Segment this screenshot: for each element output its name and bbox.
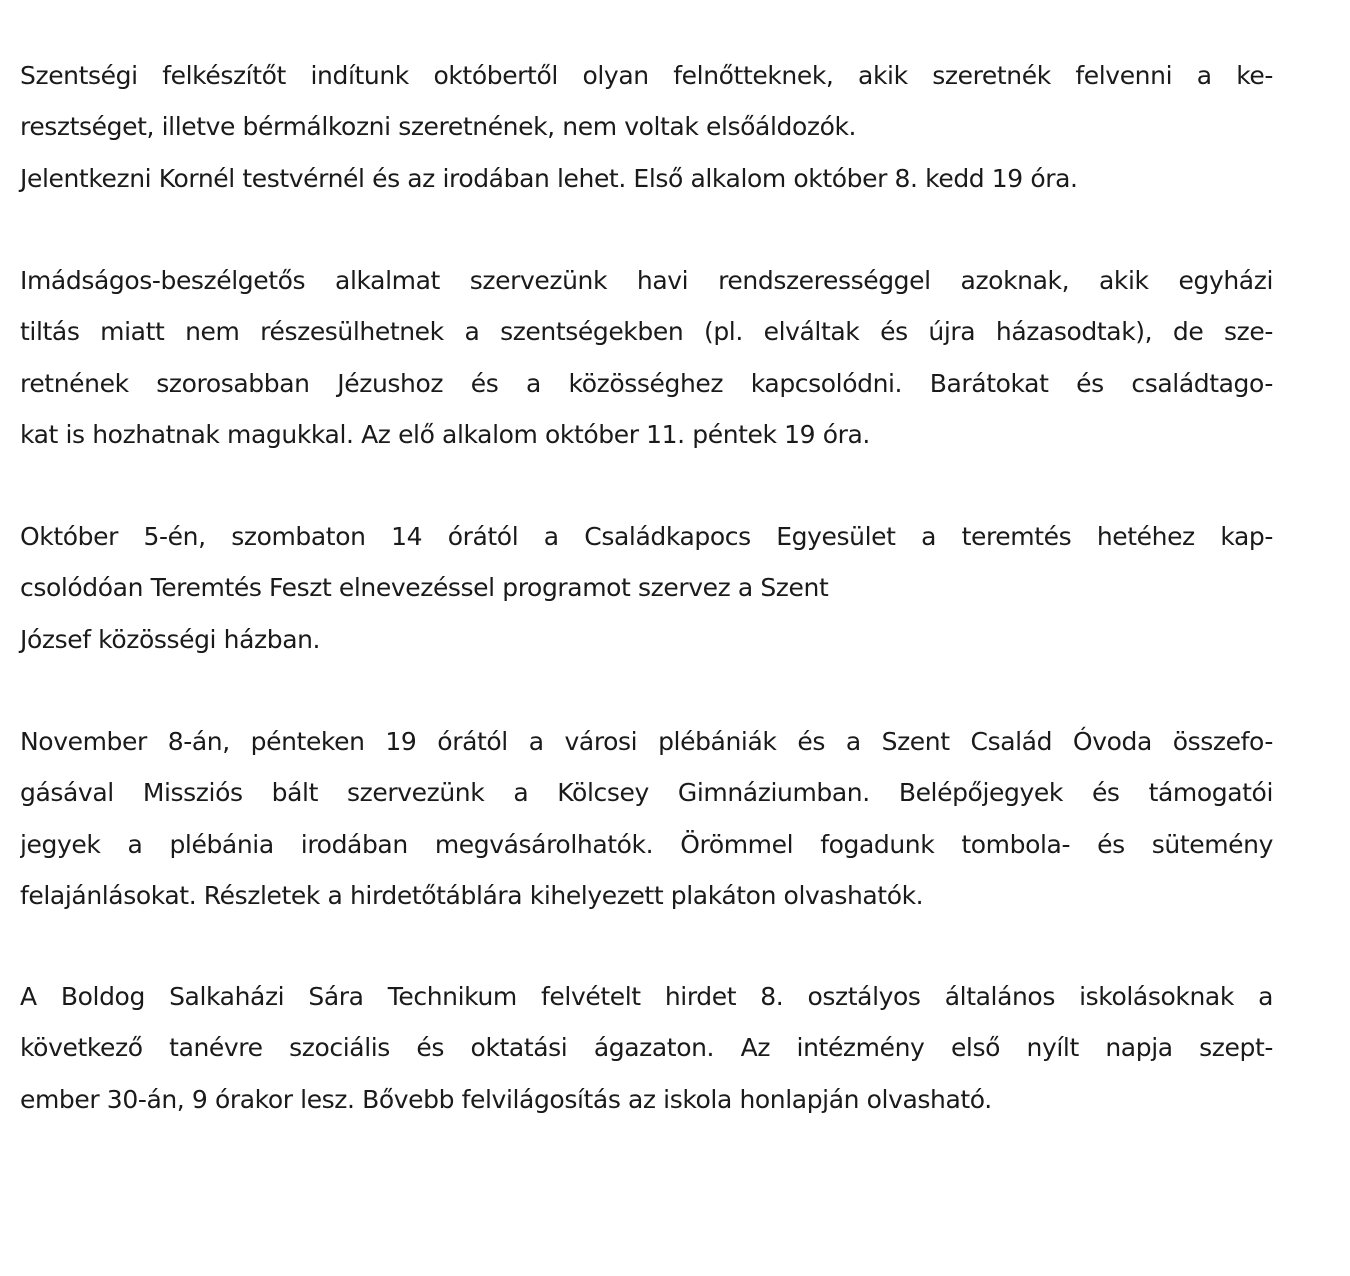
text-line: kat is hozhatnak magukkal. Az elő alkalom október 11. péntek 19 óra.	[20, 419, 870, 449]
text-line: tiltás miatt nem részesülhetnek a szentségekben (pl. elváltak és újra házasodtak), de sze-	[20, 317, 1273, 347]
text-line: November 8-án, pénteken 19 órától a városi plébániák és a Szent Család Óvoda összefo-	[20, 727, 1273, 756]
text-line: József közösségi házban.	[20, 624, 321, 654]
text-line: felajánlásokat. Részletek a hirdetőtáblára kihelyezett plakáton olvashatók.	[20, 880, 924, 910]
announcement-sacrament-preparation	[20, 50, 1273, 204]
text-line: ember 30-án, 9 órakor lesz. Bővebb felvilágosítás az iskola honlapján olvasható.	[20, 1084, 992, 1114]
text-line: Imádságos-beszélgetős alkalmat szervezünk havi rendszerességgel azoknak, akik egyházi	[20, 266, 1273, 295]
text-line: csolódóan Teremtés Feszt elnevezéssel programot szervez a Szent	[20, 573, 829, 603]
text-line: Október 5-én, szombaton 14 órától a Családkapocs Egyesület a teremtés hetéhez kap-	[20, 522, 1273, 551]
text-line: gásával Missziós bált szervezünk a Kölcsey Gimnáziumban. Belépőjegyek és támogatói	[20, 778, 1273, 808]
text-line: Szentségi felkészítőt indítunk októbertől olyan felnőtteknek, akik szeretnék felvenni a ke-	[20, 61, 1273, 90]
announcement-mission-ball	[20, 716, 1273, 921]
announcement-prayer-meeting	[20, 255, 1273, 460]
announcement-creation-fest	[20, 511, 1273, 665]
announcement-technikum-admission	[20, 971, 1273, 1125]
text-line: A Boldog Salkaházi Sára Technikum felvételt hirdet 8. osztályos általános iskolásoknak a	[20, 982, 1273, 1011]
text-line: resztséget, illetve bérmálkozni szeretnének, nem voltak elsőáldozók.	[20, 112, 857, 142]
text-line: jegyek a plébánia irodában megvásárolhatók. Örömmel fogadunk tombola- és sütemény	[20, 829, 1273, 859]
text-line: Jelentkezni Kornél testvérnél és az irodában lehet. Első alkalom október 8. kedd 19 óra.	[20, 163, 1078, 193]
text-line: következő tanévre szociális és oktatási ágazaton. Az intézmény első nyílt napja szept-	[20, 1033, 1273, 1063]
text-line: retnének szorosabban Jézushoz és a közösséghez kapcsolódni. Barátokat és családtago-	[20, 368, 1273, 398]
